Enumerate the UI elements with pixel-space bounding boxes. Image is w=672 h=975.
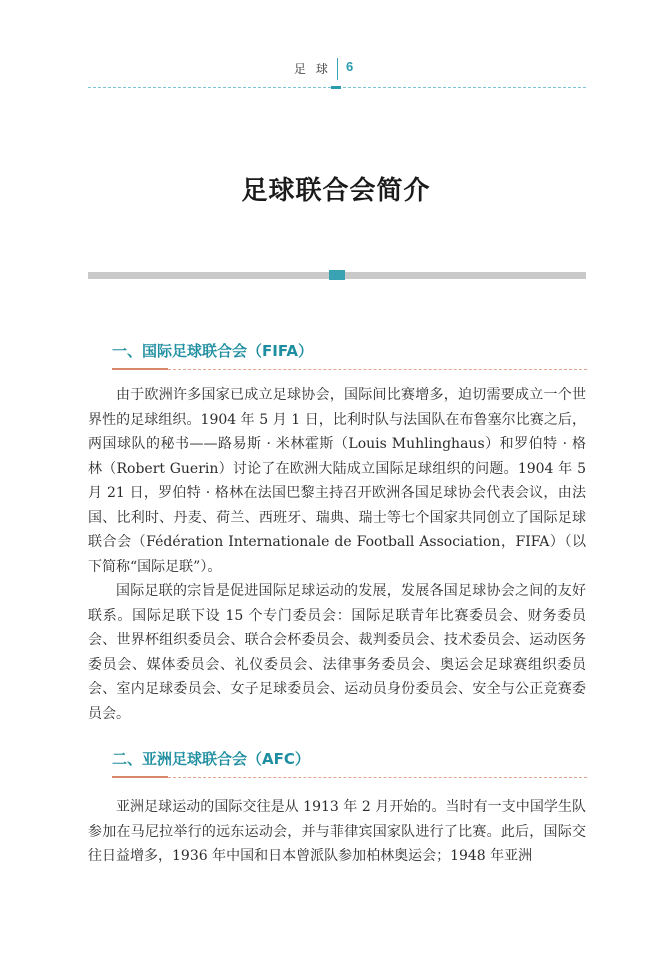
section-rule xyxy=(112,368,587,374)
page-number: 6 xyxy=(346,59,354,74)
section-rule-solid xyxy=(112,368,168,370)
title-underline-accent xyxy=(329,270,345,280)
section-rule-dashed xyxy=(168,777,587,778)
section-rule-solid xyxy=(112,776,168,778)
running-header-title: 足 球 xyxy=(294,62,331,76)
section-rule-dashed xyxy=(168,369,587,370)
section-afc xyxy=(112,748,587,782)
chapter-title: 足球联合会简介 xyxy=(241,176,431,206)
paragraph: 由于欧洲许多国家已成立足球协会，国际间比赛增多，迫切需要成立一个世界性的足球组织。1904 年 5 月 1 日，比利时队与法国队在布鲁塞尔比赛之后，两国球队的秘书——路易斯 · 米林霍斯（Louis Muhlinghaus）和罗伯特 · 格林（Robert Guerin）讨论了在欧洲大陆成立国际足球组织的问题。1904 年 5 月 21 日，罗伯特 · 格林在法国巴黎主持召开欧洲各国足球协会代表会议，由法国、比利时、丹麦、荷兰、西班牙、瑞典、瑞士等七个国家共同创立了国际足球联合会（Fédération Internationale de Football Association，FIFA）（以下简称“国际足联”）。 xyxy=(88,387,586,575)
section-fifa xyxy=(112,340,587,374)
running-header xyxy=(0,58,672,82)
section-rule xyxy=(112,776,587,782)
paragraph: 国际足联的宗旨是促进国际足球运动的发展，发展各国足球协会之间的友好联系。国际足联下设 15 个专门委员会：国际足联青年比赛委员会、财务委员会、世界杯组织委员会、联合会杯委员会、裁判委员会、技术委员会、运动医务委员会、媒体委员会、礼仪委员会、法律事务委员会、奥运会足球赛组织委员会、室内足球委员会、女子足球委员会、运动员身份委员会、安全与公正竞赛委员会。 xyxy=(88,583,586,722)
section-heading: 二、亚洲足球联合会（AFC） xyxy=(112,750,310,768)
header-rule-marker xyxy=(331,86,341,89)
header-divider xyxy=(337,58,338,80)
paragraph: 亚洲足球运动的国际交往是从 1913 年 2 月开始的。当时有一支中国学生队参加在马尼拉举行的远东运动会，并与菲律宾国家队进行了比赛。此后，国际交往日益增多，1936 年中国和日本曾派队参加柏林奥运会；1948 年亚洲 xyxy=(88,799,586,864)
section-heading: 一、国际足球联合会（FIFA） xyxy=(112,342,313,360)
